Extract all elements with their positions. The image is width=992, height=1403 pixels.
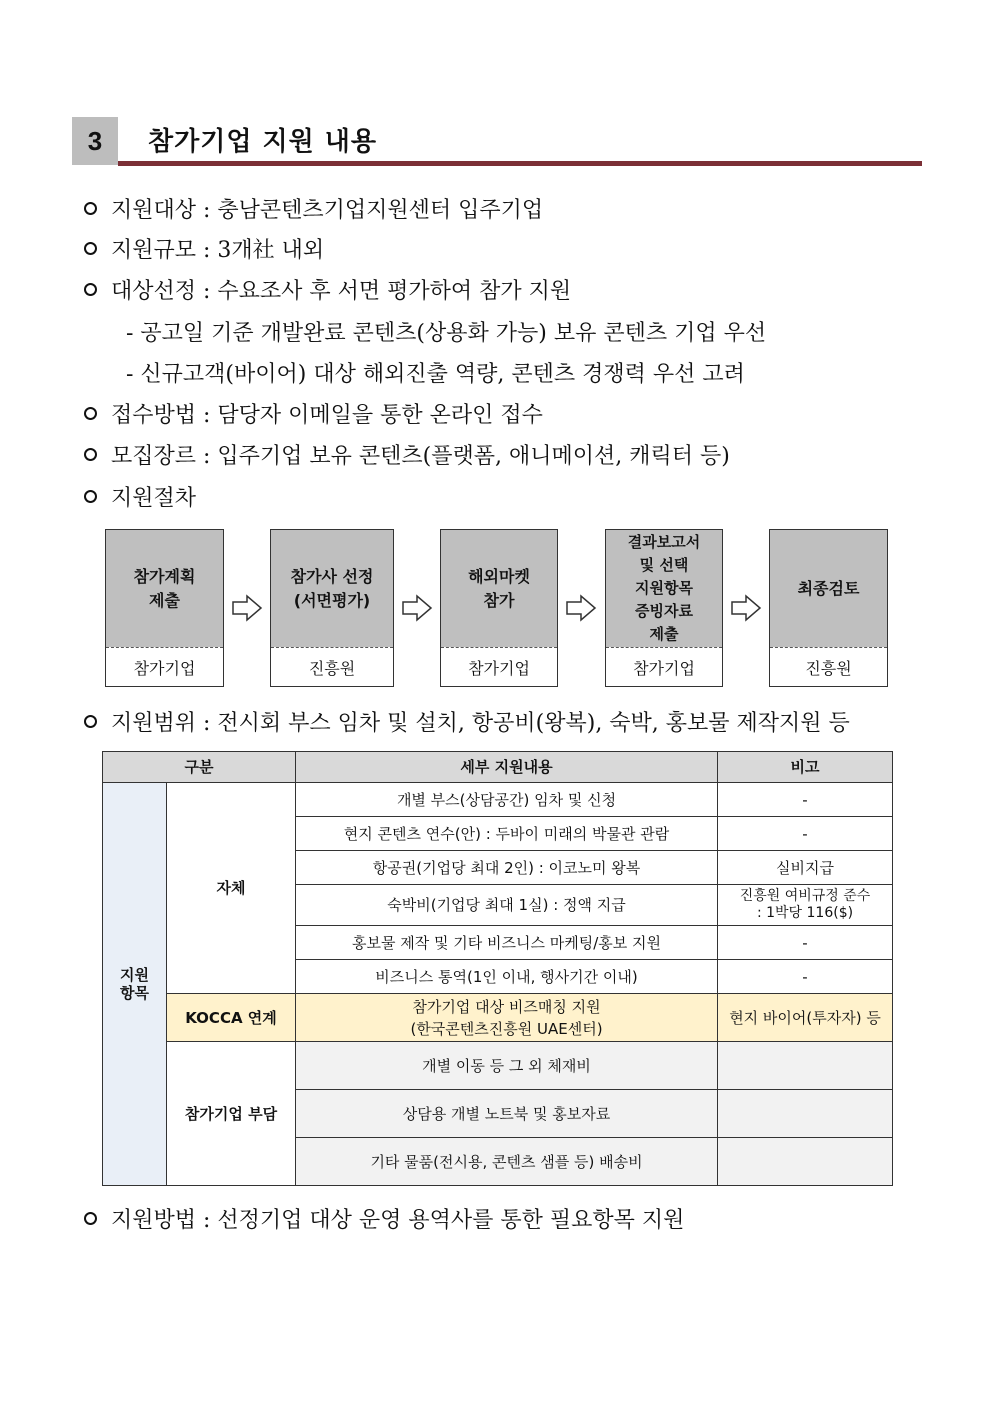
circle-bullet-icon — [84, 242, 97, 255]
note-cell: 실비지급 — [718, 851, 893, 885]
circle-bullet-icon — [84, 407, 97, 420]
detail-cell: 참가기업 대상 비즈매칭 지원 (한국콘텐츠진흥원 UAE센터) — [296, 994, 718, 1042]
bullet-target — [84, 193, 543, 224]
note-cell — [718, 1138, 893, 1186]
detail-cell: 기타 물품(전시용, 콘텐츠 샘플 등) 배송비 — [296, 1138, 718, 1186]
flow-step-actor: 참가기업 — [606, 647, 722, 686]
flow-step — [769, 529, 888, 687]
arrow-right-icon — [565, 592, 597, 624]
bullet-text: 지원대상 : 충남콘텐츠기업지원센터 입주기업 — [111, 198, 544, 223]
table-header-row — [103, 752, 893, 783]
bullet-scale — [84, 233, 324, 264]
table-header: 구분 — [103, 752, 296, 783]
flow-step — [105, 529, 224, 687]
flow-step — [605, 529, 723, 687]
bullet-text: 지원절차 — [111, 486, 197, 511]
bullet-scope — [84, 706, 850, 737]
detail-cell: 비즈니스 통역(1인 이내, 행사기간 이내) — [296, 960, 718, 994]
flow-step-actor: 진흥원 — [770, 647, 887, 686]
category-self: 자체 — [167, 783, 296, 994]
table-row — [103, 783, 893, 817]
bullet-procedure — [84, 481, 196, 512]
bullet-text: 지원규모 : 3개社 내외 — [111, 238, 325, 263]
flow-step-actor: 참가기업 — [106, 647, 223, 686]
flow-step — [440, 529, 558, 687]
arrow-right-icon — [231, 592, 263, 624]
circle-bullet-icon — [84, 490, 97, 503]
section-number: 3 — [72, 117, 118, 165]
flow-step-actor: 진흥원 — [271, 647, 393, 686]
support-table — [102, 751, 893, 1186]
bullet-method — [84, 1203, 684, 1234]
bullet-text: 지원방법 : 선정기업 대상 운영 용역사를 통한 필요항목 지원 — [111, 1208, 685, 1233]
circle-bullet-icon — [84, 448, 97, 461]
bullet-text: 모집장르 : 입주기업 보유 콘텐츠(플랫폼, 애니메이션, 캐릭터 등) — [111, 444, 730, 469]
detail-cell: 개별 부스(상담공간) 임차 및 신청 — [296, 783, 718, 817]
circle-bullet-icon — [84, 715, 97, 728]
note-cell: - — [718, 960, 893, 994]
detail-cell: 항공권(기업당 최대 2인) : 이코노미 왕복 — [296, 851, 718, 885]
table-row — [103, 1042, 893, 1090]
section-heading — [72, 117, 922, 167]
section-divider — [118, 161, 922, 166]
flow-step-actor: 참가기업 — [441, 647, 557, 686]
circle-bullet-icon — [84, 283, 97, 296]
section-title: 참가기업 지원 내용 — [148, 127, 378, 157]
bullet-text: 대상선정 : 수요조사 후 서면 평가하여 참가 지원 — [111, 279, 572, 304]
circle-bullet-icon — [84, 1212, 97, 1225]
flow-step-label: 해외마켓 참가 — [441, 530, 557, 647]
detail-cell: 홍보물 제작 및 기타 비즈니스 마케팅/홍보 지원 — [296, 926, 718, 960]
detail-cell: 숙박비(기업당 최대 1실) : 정액 지급 — [296, 885, 718, 926]
note-cell: - — [718, 817, 893, 851]
table-row — [103, 994, 893, 1042]
bullet-application — [84, 398, 543, 429]
arrow-right-icon — [401, 592, 433, 624]
table-header: 비고 — [718, 752, 893, 783]
category-company: 참가기업 부담 — [167, 1042, 296, 1186]
group-label: 지원 항목 — [103, 783, 167, 1186]
bullet-text: 지원범위 : 전시회 부스 임차 및 설치, 항공비(왕복), 숙박, 홍보물 제작지원 등 — [111, 711, 850, 736]
bullet-selection — [84, 274, 571, 305]
note-cell: 진흥원 여비규정 준수 : 1박당 116($) — [718, 885, 893, 926]
sub-item: - 신규고객(바이어) 대상 해외진출 역량, 콘텐츠 경쟁력 우선 고려 — [126, 362, 745, 387]
bullet-genre — [84, 439, 730, 470]
flow-step-label: 결과보고서 및 선택 지원항목 증빙자료 제출 — [606, 530, 722, 647]
note-cell: 현지 바이어(투자자) 등 — [718, 994, 893, 1042]
circle-bullet-icon — [84, 202, 97, 215]
note-cell — [718, 1090, 893, 1138]
category-kocca: KOCCA 연계 — [167, 994, 296, 1042]
arrow-right-icon — [730, 592, 762, 624]
detail-cell: 개별 이동 등 그 외 체재비 — [296, 1042, 718, 1090]
flow-step-label: 참가사 선정 (서면평가) — [271, 530, 393, 647]
note-cell: - — [718, 926, 893, 960]
sub-item: - 공고일 기준 개발완료 콘텐츠(상용화 가능) 보유 콘텐츠 기업 우선 — [126, 321, 767, 346]
note-cell — [718, 1042, 893, 1090]
flow-step — [270, 529, 394, 687]
flow-step-label: 참가계획 제출 — [106, 530, 223, 647]
detail-cell: 상담용 개별 노트북 및 홍보자료 — [296, 1090, 718, 1138]
note-cell: - — [718, 783, 893, 817]
detail-cell: 현지 콘텐츠 연수(안) : 두바이 미래의 박물관 관람 — [296, 817, 718, 851]
bullet-text: 접수방법 : 담당자 이메일을 통한 온라인 접수 — [111, 403, 543, 428]
table-header: 세부 지원내용 — [296, 752, 718, 783]
flow-step-label: 최종검토 — [770, 530, 887, 647]
